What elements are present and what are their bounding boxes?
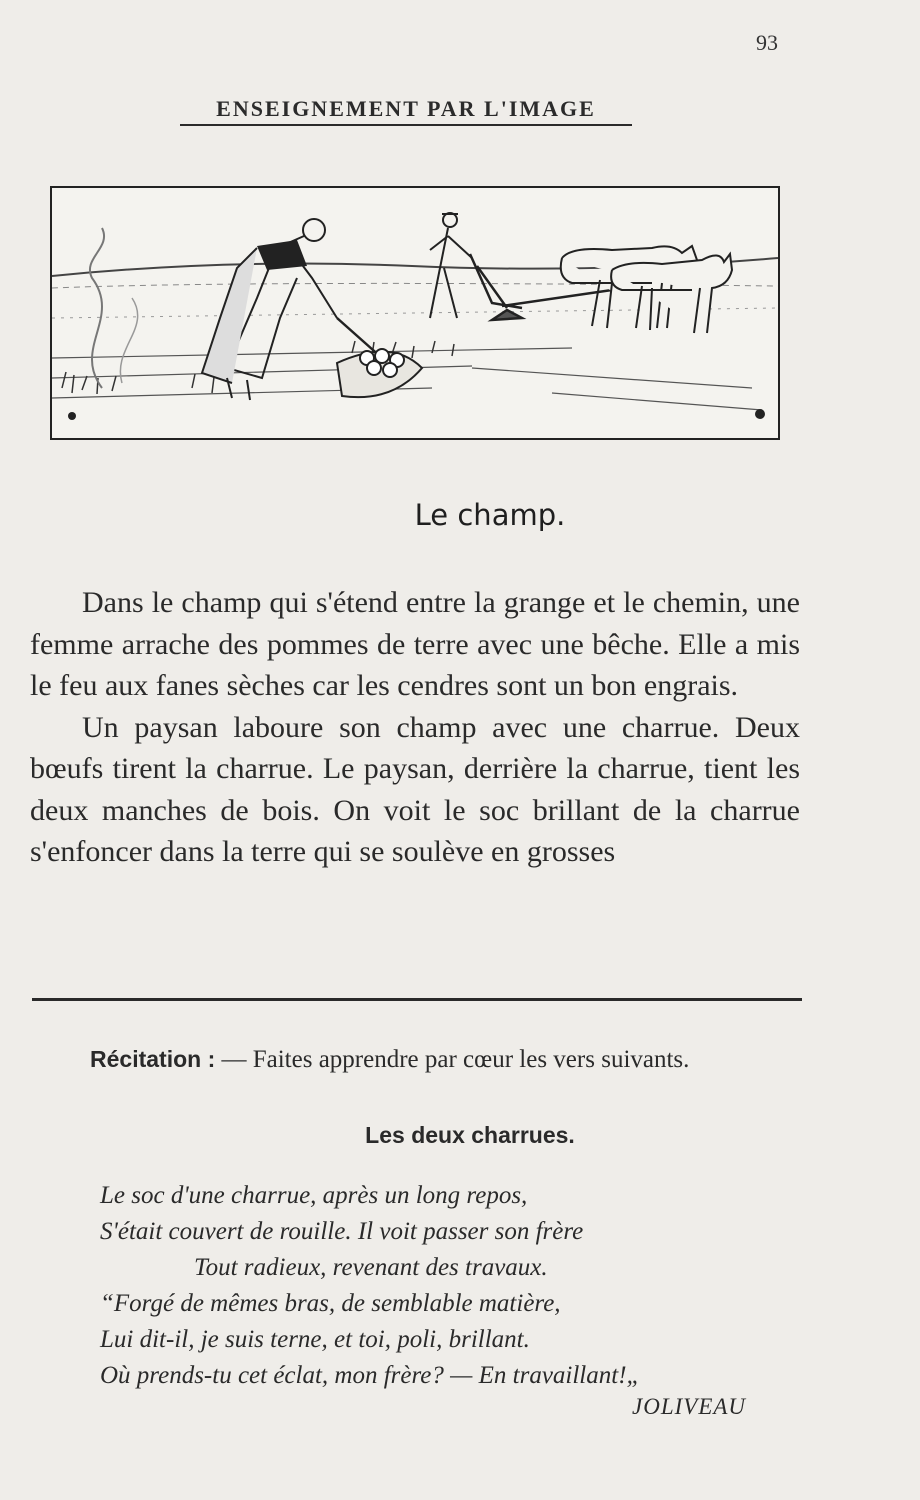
poem-line: Tout radieux, revenant des travaux. bbox=[194, 1254, 548, 1281]
paragraph: Un paysan laboure son champ avec une charrue. Deux bœufs tirent la charrue. Le paysan, derrière la charrue, tient les deux manches de bois. On voit le soc brillant de la charrue s'enfoncer dans la terre qui se soulève en grosses bbox=[30, 710, 800, 868]
section-divider bbox=[32, 998, 802, 1001]
poem-author: JOLIVEAU bbox=[632, 1394, 747, 1419]
poem bbox=[100, 1178, 820, 1394]
illustration-drawing bbox=[52, 188, 778, 438]
page-number: 93 bbox=[756, 30, 778, 55]
poem-line: “Forgé de mêmes bras, de semblable matière, bbox=[100, 1290, 561, 1317]
lesson-body bbox=[30, 582, 800, 873]
recitation-text: — Faites apprendre par cœur les vers suivants. bbox=[221, 1046, 690, 1073]
field-plowing-illustration bbox=[50, 186, 780, 440]
lesson-title: Le champ. bbox=[414, 498, 566, 532]
poem-title: Les deux charrues. bbox=[365, 1122, 575, 1148]
paragraph: Dans le champ qui s'étend entre la grange et le chemin, une femme arrache des pommes de terre avec une bêche. Elle a mis le feu aux fanes sèches car les cendres sont un bon engrais. bbox=[30, 586, 800, 702]
running-head: ENSEIGNEMENT PAR L'IMAGE bbox=[180, 96, 632, 126]
poem-line: Le soc d'une charrue, après un long repos, bbox=[100, 1182, 528, 1209]
recitation-label: Récitation : bbox=[90, 1046, 216, 1072]
poem-line: Où prends-tu cet éclat, mon frère? — En travaillant!„ bbox=[100, 1362, 641, 1389]
poem-line: Lui dit-il, je suis terne, et toi, poli, brillant. bbox=[100, 1326, 530, 1353]
recitation-instruction bbox=[32, 1042, 802, 1077]
poem-line: S'était couvert de rouille. Il voit passer son frère bbox=[100, 1218, 584, 1245]
